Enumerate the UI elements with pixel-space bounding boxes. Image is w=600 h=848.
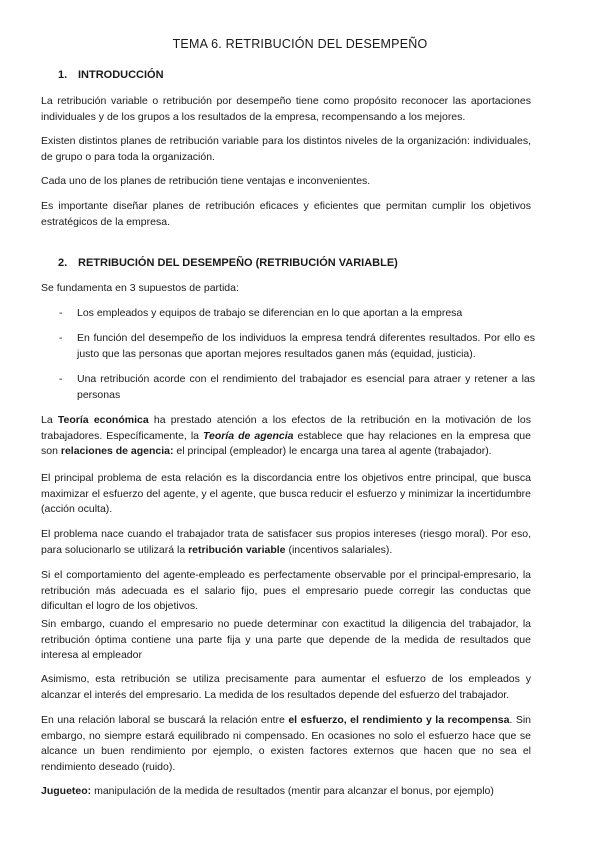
section-1-title: INTRODUCCIÓN (78, 69, 164, 81)
list-item (59, 331, 535, 362)
section-1-heading (58, 69, 164, 81)
paragraph: El principal problema de esta relación es la discordancia entre los objetivos entre principal, que busca maximizar el esfuerzo del agente, y el agente, que busca reducir el esfuerzo y minimizar la incertidumbre (acción oculta). (41, 472, 531, 515)
paragraph: Se fundamenta en 3 supuestos de partida: (41, 282, 239, 294)
section-1-number: 1. (58, 69, 68, 81)
text-run: . Sin embargo, no siempre estará equilibrado ni compensado. En ocasiones no solo el esfuerzo hace que se alcance un buen rendimiento por ejemplo, o existen factores externos que hacen que no sea el rendimiento deseado (ruido). (41, 714, 531, 773)
section-2-heading (58, 257, 398, 269)
paragraph: Cada uno de los planes de retribución tiene ventajas e inconvenientes. (41, 175, 371, 187)
list-item-text: Una retribución acorde con el rendimiento del trabajador es esencial para atraer y retener a las personas (77, 373, 535, 401)
list-item-text: En función del desempeño de los individuos la empresa tendrá diferentes resultados. Por ello es justo que las personas que aportan mejores resultados ganen más (equidad, justicia). (77, 332, 535, 360)
section-2-number: 2. (58, 257, 68, 269)
text-run: En una relación laboral se buscará la relación entre (41, 714, 289, 726)
document-title: TEMA 6. RETRIBUCIÓN DEL DESEMPEÑO (172, 37, 428, 51)
paragraph: La retribución variable o retribución por desempeño tiene como propósito reconocer las aportaciones individuales y de los grupos a los resultados de la empresa, recompensando a los mejores. (41, 95, 531, 123)
bullet-dash: - (59, 307, 63, 319)
text-run: manipulación de la medida de resultados (mentir para alcanzar el bonus, por ejemplo) (91, 785, 494, 797)
paragraph (41, 527, 531, 558)
paragraph: Sin embargo, cuando el empresario no puede determinar con exactitud la diligencia del trabajador, la retribución óptima contiene una parte fija y una parte que depende de la medida de resultados que interesa al empleador (41, 618, 531, 661)
paragraph: Existen distintos planes de retribución variable para los distintos niveles de la organización: individuales, de grupo o para toda la organización. (41, 135, 531, 163)
paragraph (41, 713, 531, 775)
paragraph: Es importante diseñar planes de retribución eficaces y eficientes que permitan cumplir los objetivos estratégicos de la empresa. (41, 200, 531, 228)
paragraph (41, 784, 531, 800)
paragraph (41, 413, 531, 460)
section-2-title: RETRIBUCIÓN DEL DESEMPEÑO (RETRIBUCIÓN VARIABLE) (78, 257, 398, 269)
bold-term: Jugueteo: (41, 785, 92, 797)
list-item (59, 372, 535, 403)
bold-term: Teoría económica (57, 414, 149, 426)
bold-italic-term: Teoría de agencia (203, 429, 294, 442)
bold-term: retribución variable (188, 543, 286, 556)
list-item-text: Los empleados y equipos de trabajo se diferencian en lo que aportan a la empresa (77, 307, 463, 319)
paragraph: Si el comportamiento del agente-empleado es perfectamente observable por el principal-empresario, la retribución más adecuada es el salario fijo, pues el empresario puede corregir las conductas que dificultan el logro de los objetivos. (41, 569, 531, 612)
text-run: el principal (empleador) le encarga una tarea al agente (trabajador). (173, 445, 492, 457)
bullet-dash: - (59, 332, 63, 344)
text-run: ha prestado atención a los efectos de la retribución en la motivación de los trabajadores. Específicamente, la (41, 414, 531, 442)
text-run: establece que hay relaciones en la empresa que son (41, 429, 531, 457)
bullet-dash: - (59, 373, 63, 385)
bold-term: el esfuerzo, el rendimiento y la recompensa (288, 714, 510, 726)
text-run: La (41, 414, 58, 426)
bold-term: relaciones de agencia: (60, 445, 174, 457)
paragraph: Asimismo, esta retribución se utiliza precisamente para aumentar el esfuerzo de los empleados y alcanzar el interés del empresario. La medida de los resultados depende del esfuerzo del trabajador. (41, 673, 531, 701)
text-run: (incentivos salariales). (285, 543, 393, 556)
list-item (59, 306, 535, 322)
text-run: El problema nace cuando el trabajador trata de satisfacer sus propios intereses (riesgo moral). Por eso, para solucionarlo se utilizará la (41, 528, 531, 556)
